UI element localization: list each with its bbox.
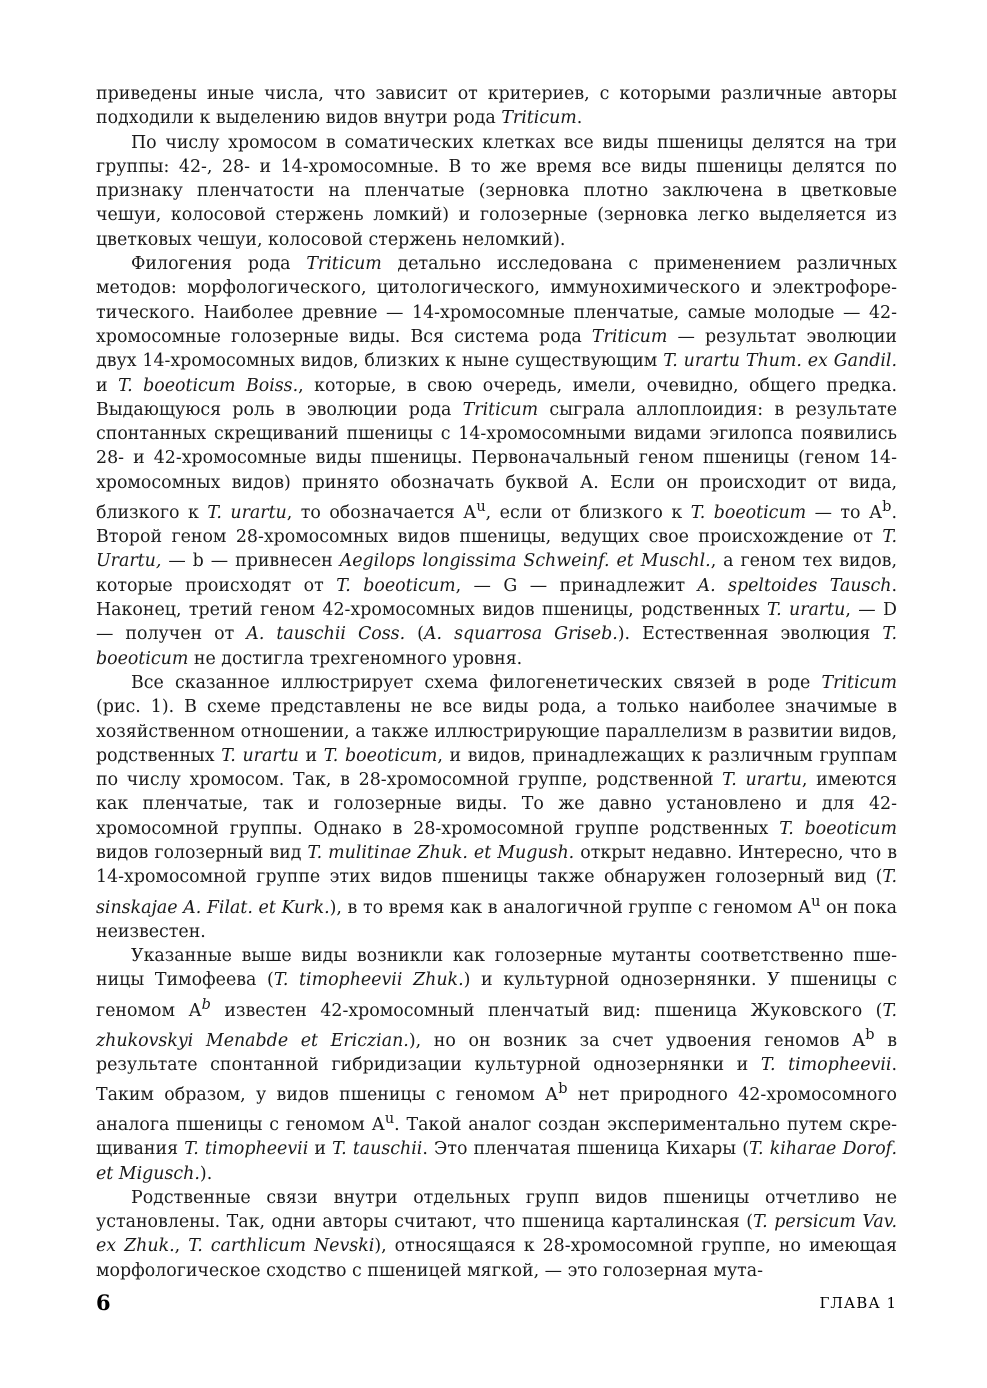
paragraph-4: Все сказанное иллюстрирует схема филогенетических связей в роде Triticum (рис. 1). В схеме представлены не все виды рода, а только наиболее значимые в хозяйственном отношении, а также иллюстрирующие параллелизм в развитии видов, родственных T. urartu и T. boeoticum, и видов, принадлежащих к различным группам по числу хромосом. Так, в 28-хромосомной группе, родственной T. urartu, имеются как пленчатые, так и голозерные виды. То же давно установлено и для 42-хромосомной группы. Однако в 28-хромосомной группе родственных T. boeoticum видов голозерный вид T. mulitinae Zhuk. et Mugush. открыт недавно. Интересно, что в 14-хромосомной группе этих видов пшеницы также обнаружен голозерный вид (T. sinskajae A. Filat. et Kurk.), в то время как в аналогичной группе с геномом $А^u$ он пока неизвестен. (96, 672, 898, 942)
paragraph-5: Указанные выше виды возникли как голозерные мутанты соответственно пшеницы Тимофеева (T. timopheevii Zhuk.) и культурной однозернянки. У пшеницы с геномом $А^b$ известен 42-хромосомный пленчатый вид: пшеница Жуковского (T. zhukovskyi Menabde et Ericzian.), но он возник за счет удвоения геномов $А^b$ в результате спонтанной гибридизации культурной однозернянки и T. timopheevii. Таким образом, у видов пшеницы с геномом $А^b$ нет природного 42-хромосомного аналога пшеницы с геномом $А^u$. Такой аналог создан экспериментально путем скрещивания T. timopheevii и T. tauschii. Это пленчатая пшеница Кихары (T. kiharae Dorof. et Migusch.). (96, 945, 898, 1184)
paragraph-6: Родственные связи внутри отдельных групп видов пшеницы отчетливо не установлены. Так, одни авторы считают, что пшеница карталинская (T. persicum Vav. ex Zhuk., T. carthlicum Nevski), относящаяся к 28-хромосомной группе, но имеющая морфологическое сходство с пшеницей мягкой, — это голозерная мута- (96, 1187, 897, 1281)
paragraph-2: По числу хромосом в соматических клетках все виды пшеницы делятся на три группы: 42-, 28- и 14-хромосомные. В то же время все виды пшеницы делятся по признаку пленчатости на пленчатые (зерновка плотно заключена в цветковые чешуи, колосовой стержень ломкий) и голозерные (зерновка легко выделяется из цветковых чешуи, колосовой стержень неломкий). (96, 132, 897, 250)
page-body (96, 82, 897, 1283)
paragraph-1: приведены иные числа, что зависит от критериев, с которыми различные авторы подходили к выделению видов внутри рода Triticum. (96, 84, 897, 129)
page-number: 6 (96, 1290, 111, 1315)
running-header-chapter: ГЛАВА 1 (819, 1294, 897, 1312)
paragraph-3: Филогения рода Triticum детально исследована с применением различных методов: морфологического, цитологического, иммунохимического и электрофоретического. Наиболее древние — 14-хромосомные пленчатые, самые молодые — 42-хромосомные голозерные виды. Вся система рода Triticum — результат эволюции двух 14-хромосомных видов, близких к ныне существующим T. urartu Thum. ex Gandil. и T. boeoticum Boiss., которые, в свою очередь, имели, очевидно, общего предка. Выдающуюся роль в эволюции рода Triticum сыграла аллоплоидия: в результате спонтанных скрещиваний пшеницы с 14-хромосомными видами эгилопса появились 28- и 42-хромосомные виды пшеницы. Первоначальный геном пшеницы (геном 14-хромосомных видов) принято обозначать буквой А. Если он происходит от вида, близкого к T. urartu, то обозначается $А^u$, если от близкого к T. boeoticum — то $А^b$. Второй геном 28-хромосомных видов пшеницы, ведущих свое происхождение от T. Urartu, — b — привнесен Aegilops longissima Schweinf. et Muschl., а геном тех видов, которые происходят от T. boeoticum, — G — принадлежит A. speltoides Tausch. Наконец, третий геном 42-хромосомных видов пшеницы, родственных T. urartu, — D — получен от A. tauschii Coss. (A. squarrosa Griseb.). Естественная эволюция T. boeoticum не достигла трехгеномного уровня. (96, 254, 898, 669)
